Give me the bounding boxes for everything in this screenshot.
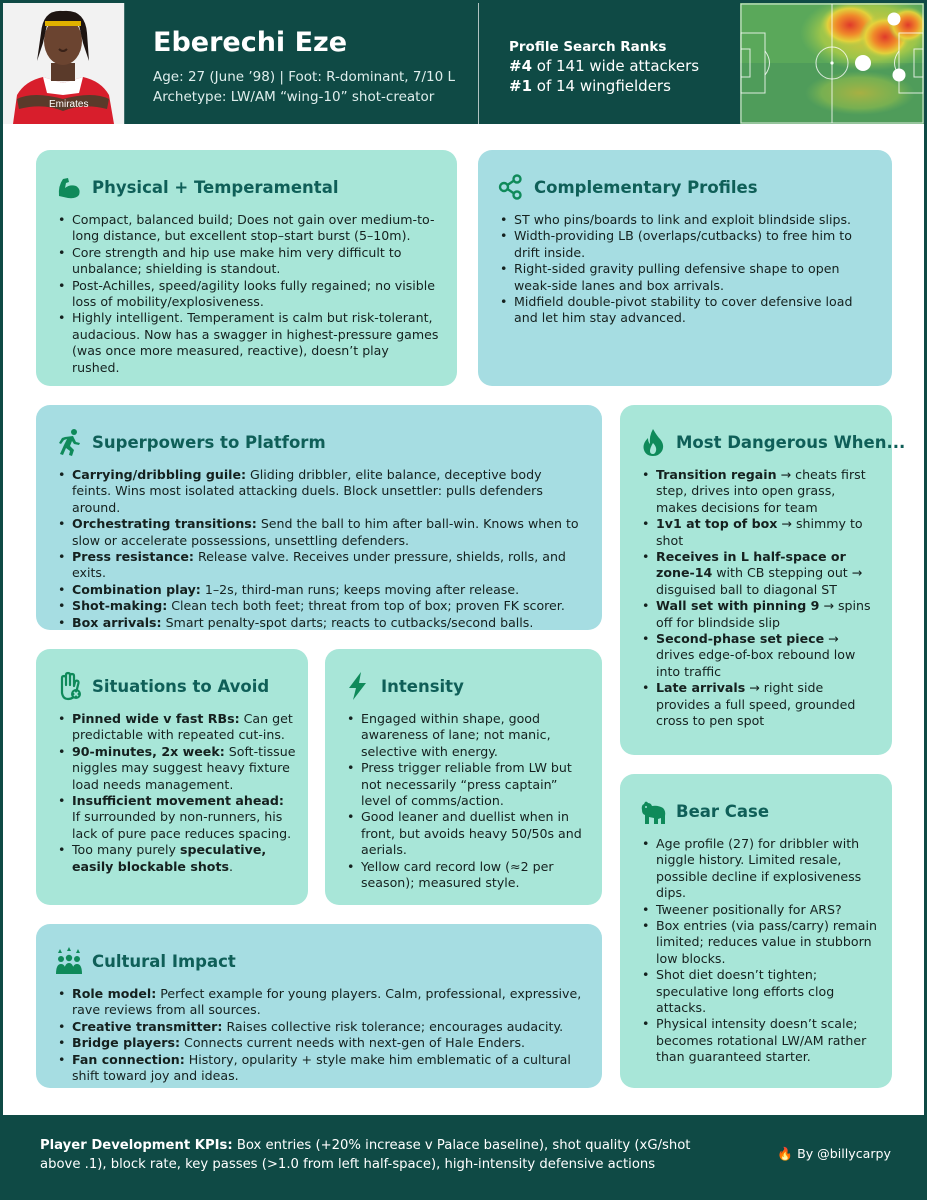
rank-wingfielders-text: of 14 wingfielders: [532, 77, 671, 95]
list-item-text: Clean tech both feet; threat from top of box; proven FK scorer.: [167, 598, 565, 614]
list-item-emphasis: speculative, easily blockable shots: [72, 842, 267, 874]
header-divider: [478, 3, 479, 124]
list-item: [54, 986, 584, 1019]
list-item: [54, 598, 584, 614]
dangerous-list: [638, 467, 878, 730]
list-item-text: → drives edge-of-box rebound low into traffic: [656, 631, 856, 679]
list-item: [54, 549, 584, 582]
list-item-lead: Wall set with pinning 9: [656, 598, 820, 614]
lightning-icon: [343, 671, 373, 701]
list-item: [496, 261, 874, 294]
card-physical-title: Physical + Temperamental: [92, 177, 339, 197]
kpi-text: [40, 1136, 720, 1174]
list-item: [638, 902, 878, 918]
list-item: [54, 245, 439, 278]
list-item: [638, 967, 878, 1016]
list-item-lead: Shot-making:: [72, 598, 168, 614]
card-bear-title: Bear Case: [676, 801, 770, 821]
list-item-lead: Orchestrating transitions:: [72, 516, 257, 532]
card-cultural-head: [54, 946, 584, 976]
card-intensity: [325, 649, 602, 905]
complementary-list: [496, 212, 874, 327]
list-item-lead: Insufficient movement ahead:: [72, 793, 284, 809]
list-item-text: Soft-tissue niggles may suggest heavy fixture load needs management.: [72, 743, 296, 792]
card-dangerous: [620, 405, 906, 755]
list-item: [638, 516, 878, 549]
pitch-heatmap: [740, 3, 924, 124]
list-item-text: Post-Achilles, speed/agility looks fully regained; no visible loss of mobility/explosiveness.: [72, 277, 436, 310]
bear-icon: [638, 796, 668, 826]
list-item: [638, 836, 878, 902]
list-item-text: Smart penalty-spot darts; reacts to cutbacks/second balls.: [161, 614, 534, 630]
list-item: [496, 294, 874, 327]
list-item: [54, 278, 439, 311]
card-superpowers: [36, 405, 602, 630]
list-item-text: Width-providing LB (overlaps/cutbacks) to free him to drift inside.: [514, 228, 852, 260]
list-item: [638, 631, 878, 680]
running-player-icon: [54, 427, 84, 457]
card-bear-head: [638, 796, 878, 826]
list-item-text: Box entries (via pass/carry) remain limited; reduces value in stubborn low blocks.: [656, 918, 877, 966]
profile-page: [3, 3, 924, 1197]
rank-wide-attackers-text: of 141 wide attackers: [532, 57, 700, 75]
list-item-text: Shot diet doesn’t tighten; speculative long efforts clog attacks.: [656, 967, 835, 1016]
list-item-lead: Pinned wide v fast RBs:: [72, 711, 240, 726]
list-item-text: → cheats first step, drives into open grass, makes decisions for team: [656, 467, 866, 515]
list-item: [54, 310, 439, 376]
card-physical: [36, 150, 457, 386]
card-dangerous-head: [638, 427, 906, 457]
list-item-text: Core strength and hip use make him very difficult to unbalance; shielding is standout.: [72, 244, 402, 277]
intensity-list: [343, 711, 590, 891]
list-item-lead: Carrying/dribbling guile:: [72, 467, 247, 482]
footer-banner: [3, 1115, 924, 1197]
player-name: Eberechi Eze: [153, 27, 348, 58]
list-item: [54, 842, 296, 875]
list-item: [54, 1019, 584, 1035]
card-dangerous-title: Most Dangerous When...: [676, 432, 906, 452]
list-item: [638, 918, 878, 967]
list-item: [54, 793, 296, 842]
list-item-text: Raises collective risk tolerance; encourages audacity.: [222, 1018, 564, 1034]
list-item-text: → shimmy to shot: [656, 516, 863, 548]
list-item: [54, 1052, 584, 1085]
avoid-list: [54, 711, 296, 875]
physical-list: [54, 212, 439, 376]
card-avoid-title: Situations to Avoid: [92, 676, 270, 696]
list-item: [638, 680, 878, 729]
list-item-text: Good leaner and duellist when in front, but avoids heavy 50/50s and aerials.: [361, 809, 582, 858]
crowd-icon: [54, 946, 84, 976]
card-intensity-title: Intensity: [381, 676, 464, 696]
list-item-lead: Creative transmitter:: [72, 1018, 223, 1034]
ranks-title: Profile Search Ranks: [509, 39, 667, 55]
list-item: [54, 516, 584, 549]
network-nodes-icon: [496, 172, 526, 202]
list-item-lead: Role model:: [72, 986, 157, 1001]
card-bear: [620, 774, 892, 1088]
list-item-tail: .: [228, 858, 233, 874]
list-item-text: → right side provides a full speed, grounded cross to pen spot: [656, 680, 856, 729]
list-item-text: → spins off for blindside slip: [656, 598, 871, 630]
list-item: [54, 615, 584, 631]
list-item: [54, 1035, 584, 1051]
list-item-lead: 90-minutes, 2x week:: [72, 743, 225, 759]
list-item-lead: Transition regain: [656, 467, 777, 482]
list-item-text: ST who pins/boards to link and exploit blindside slips.: [514, 212, 852, 227]
list-item: [54, 212, 439, 245]
list-item-text: Engaged within shape, good awareness of lane; not manic, selective with energy.: [361, 711, 551, 759]
card-intensity-head: [343, 671, 590, 701]
list-item: [496, 228, 874, 261]
flame-icon: [638, 427, 668, 457]
rank-wingfielders: [509, 77, 671, 95]
header-banner: [3, 3, 924, 124]
card-superpowers-head: [54, 427, 584, 457]
list-item: [54, 744, 296, 793]
list-item-text: Right-sided gravity pulling defensive shape to open weak-side lanes and box arrivals.: [514, 261, 840, 293]
list-item-lead: Box arrivals:: [72, 614, 162, 630]
list-item-text: Gliding dribbler, elite balance, deceptive body feints. Wins most isolated attacking duels. Block unsettler: pulls defenders around.: [72, 467, 543, 515]
list-item-text: Send the ball to him after ball-win. Knows when to slow or accelerate possessions, unsettling defenders.: [72, 516, 579, 548]
list-item-text: with CB stepping out → disguised ball to diagonal ST: [656, 565, 863, 597]
card-complementary: [478, 150, 892, 386]
list-item: [638, 598, 878, 631]
flexed-arm-icon: [54, 172, 84, 202]
list-item: [343, 809, 590, 858]
list-item: [638, 467, 878, 516]
list-item: [54, 582, 584, 598]
card-avoid: [36, 649, 308, 905]
card-physical-head: [54, 172, 439, 202]
rank-wingfielders-number: #1: [509, 77, 533, 95]
list-item-lead: Late arrivals: [656, 680, 746, 696]
rank-wide-attackers-number: #4: [509, 57, 533, 75]
list-item-text: Release valve. Receives under pressure, shields, rolls, and exits.: [72, 549, 566, 581]
list-item-text: Perfect example for young players. Calm, professional, expressive, rave reviews from all sources.: [72, 986, 582, 1018]
list-item-text: Compact, balanced build; Does not gain over medium-to-long distance, but excellent stop–start burst (5–10m).: [72, 212, 435, 244]
list-item: [496, 212, 874, 228]
list-item: [638, 549, 878, 598]
list-item: [54, 711, 296, 744]
list-item-text: Age profile (27) for dribbler with niggle history. Limited resale, possible decline if explosiveness dips.: [656, 836, 862, 901]
list-item: [54, 467, 584, 516]
rank-wide-attackers: [509, 57, 699, 75]
list-item-text: Physical intensity doesn’t scale; becomes rotational LW/AM rather than guaranteed starter.: [656, 1016, 867, 1065]
card-superpowers-title: Superpowers to Platform: [92, 432, 326, 452]
list-item-text: Too many purely: [72, 842, 180, 858]
kpi-label: Player Development KPIs:: [40, 1138, 233, 1153]
list-item-text: Can get predictable with repeated cut-ins.: [72, 711, 293, 743]
superpowers-list: [54, 467, 584, 631]
list-item-lead: Second-phase set piece: [656, 631, 825, 647]
list-item-lead: Fan connection:: [72, 1051, 185, 1067]
list-item-lead: 1v1 at top of box: [656, 516, 778, 532]
age-foot-line: Age: 27 (June ’98) | Foot: R-dominant, 7/10 L: [153, 69, 456, 85]
list-item-lead: Bridge players:: [72, 1035, 181, 1051]
list-item: [343, 760, 590, 809]
svg-text:Emirates: Emirates: [49, 99, 89, 110]
cultural-list: [54, 986, 584, 1084]
list-item-text: If surrounded by non-runners, his lack of pure pace reduces spacing.: [72, 809, 292, 841]
card-complementary-title: Complementary Profiles: [534, 177, 758, 197]
archetype-line: Archetype: LW/AM “wing-10” shot-creator: [153, 89, 435, 105]
list-item-text: Tweener positionally for ARS?: [656, 901, 842, 917]
kpi-body: Box entries (+20% increase v Palace baseline), shot quality (xG/shot above .1), block rate, key passes (>1.0 from left half-space), high-intensity defensive actions: [40, 1138, 691, 1172]
list-item-lead: Press resistance:: [72, 549, 194, 565]
list-item-text: Highly intelligent. Temperament is calm but risk-tolerant, audacious. Now has a swagger in highest-pressure games (was once more measured, reactive), doesn’t play rushed.: [72, 310, 439, 375]
stop-hand-icon: [54, 671, 84, 701]
photo-divider: [124, 3, 125, 124]
card-complementary-head: [496, 172, 874, 202]
card-cultural-title: Cultural Impact: [92, 951, 236, 971]
card-avoid-head: [54, 671, 296, 701]
list-item-lead: Combination play:: [72, 581, 201, 597]
list-item-text: Connects current needs with next-gen of Hale Enders.: [180, 1035, 526, 1051]
list-item-lead: Receives in L half-space or zone-14: [656, 549, 846, 581]
list-item-text: Yellow card record low (≈2 per season); measured style.: [361, 858, 554, 891]
player-photo: [3, 3, 124, 124]
list-item: [638, 1016, 878, 1065]
list-item-text: Press trigger reliable from LW but not necessarily “press captain” level of comms/action.: [361, 760, 572, 809]
list-item: [343, 711, 590, 760]
list-item-text: Midfield double-pivot stability to cover defensive load and let him stay advanced.: [514, 294, 853, 326]
card-cultural: [36, 924, 602, 1088]
list-item-text: 1–2s, third-man runs; keeps moving after release.: [200, 581, 520, 597]
author-byline: 🔥 By @billycarpy: [777, 1146, 891, 1161]
list-item-text: History, opularity + style make him emblematic of a cultural shift toward joy and ideas.: [72, 1051, 571, 1084]
bear-list: [638, 836, 878, 1066]
list-item: [343, 859, 590, 892]
